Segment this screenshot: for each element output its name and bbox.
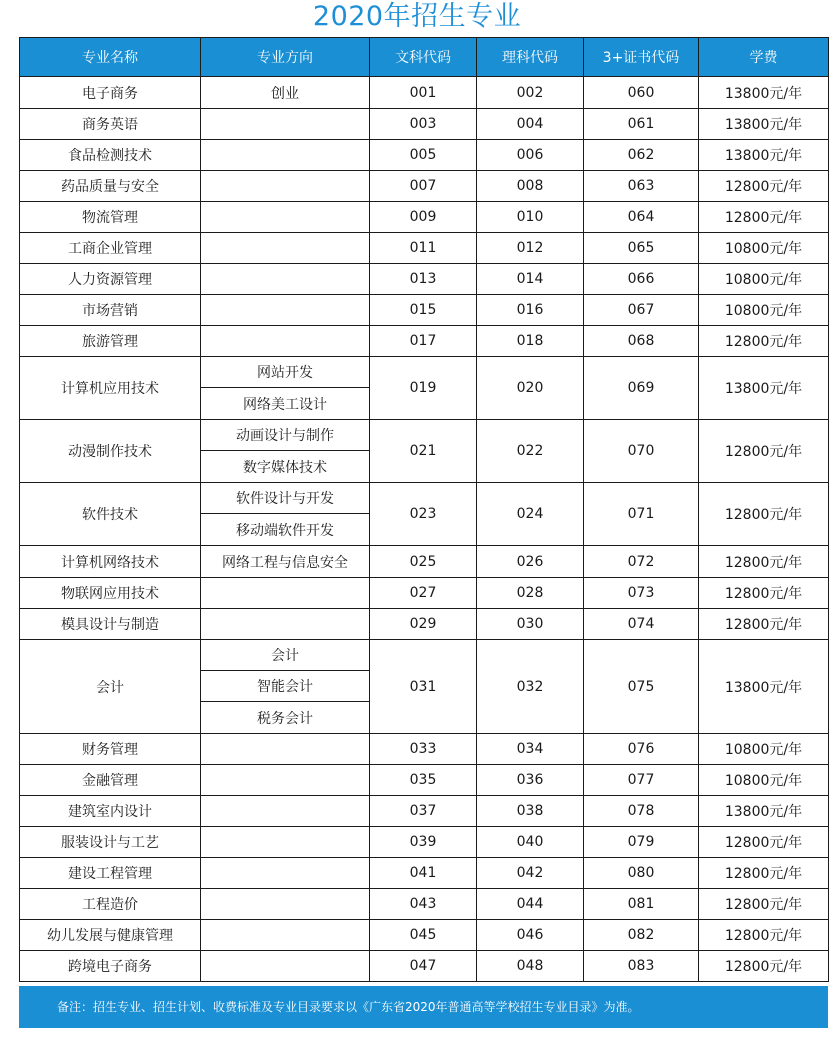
cert-code: 065: [584, 233, 699, 264]
science-code: 026: [477, 546, 584, 578]
header-major-name: 专业名称: [20, 38, 201, 77]
science-code: 034: [477, 734, 584, 765]
major-name: 金融管理: [20, 765, 201, 796]
direction-item: 网络工程与信息安全: [222, 554, 348, 571]
table-row: [20, 827, 829, 858]
table-row: [20, 109, 829, 140]
major-name: 物流管理: [20, 202, 201, 233]
arts-code: 045: [370, 920, 477, 951]
major-name: 工商企业管理: [20, 233, 201, 264]
tuition: 13800元/年: [699, 357, 829, 420]
direction-cell: [201, 734, 370, 765]
major-name: 工程造价: [20, 889, 201, 920]
table-row: [20, 233, 829, 264]
table-row: [20, 951, 829, 982]
arts-code: 047: [370, 951, 477, 982]
major-name: 模具设计与制造: [20, 609, 201, 640]
cert-code: 060: [584, 77, 699, 109]
arts-code: 005: [370, 140, 477, 171]
direction-cell: [201, 326, 370, 357]
direction-item: 动画设计与制作: [201, 420, 369, 451]
arts-code: 025: [370, 546, 477, 578]
table-row: [20, 420, 829, 483]
major-name: 计算机网络技术: [20, 546, 201, 578]
cert-code: 062: [584, 140, 699, 171]
header-tuition: 学费: [699, 38, 829, 77]
tuition: 12800元/年: [699, 858, 829, 889]
science-code: 016: [477, 295, 584, 326]
science-code: 020: [477, 357, 584, 420]
major-name: 药品质量与安全: [20, 171, 201, 202]
tuition: 12800元/年: [699, 326, 829, 357]
tuition: 12800元/年: [699, 889, 829, 920]
science-code: 018: [477, 326, 584, 357]
tuition: 12800元/年: [699, 483, 829, 546]
cert-code: 067: [584, 295, 699, 326]
direction-cell: [201, 483, 370, 546]
tuition: 12800元/年: [699, 827, 829, 858]
direction-cell: [201, 951, 370, 982]
header-arts-code: 文科代码: [370, 38, 477, 77]
table-row: [20, 796, 829, 827]
tuition: 12800元/年: [699, 171, 829, 202]
cert-code: 066: [584, 264, 699, 295]
major-name: 市场营销: [20, 295, 201, 326]
table-row: [20, 609, 829, 640]
cert-code: 078: [584, 796, 699, 827]
major-name: 跨境电子商务: [20, 951, 201, 982]
science-code: 030: [477, 609, 584, 640]
table-row: [20, 765, 829, 796]
arts-code: 035: [370, 765, 477, 796]
cert-code: 076: [584, 734, 699, 765]
table-row: [20, 889, 829, 920]
table-row: [20, 640, 829, 734]
arts-code: 011: [370, 233, 477, 264]
cert-code: 063: [584, 171, 699, 202]
science-code: 042: [477, 858, 584, 889]
tuition: 13800元/年: [699, 77, 829, 109]
header-science-code: 理科代码: [477, 38, 584, 77]
science-code: 022: [477, 420, 584, 483]
major-name: 建设工程管理: [20, 858, 201, 889]
arts-code: 007: [370, 171, 477, 202]
direction-cell: [201, 140, 370, 171]
cert-code: 070: [584, 420, 699, 483]
arts-code: 037: [370, 796, 477, 827]
major-name: 动漫制作技术: [20, 420, 201, 483]
tuition: 13800元/年: [699, 109, 829, 140]
science-code: 032: [477, 640, 584, 734]
major-name: 财务管理: [20, 734, 201, 765]
direction-item: 网站开发: [201, 357, 369, 388]
science-code: 048: [477, 951, 584, 982]
cert-code: 068: [584, 326, 699, 357]
direction-cell: [201, 920, 370, 951]
table-row: [20, 578, 829, 609]
tuition: 10800元/年: [699, 233, 829, 264]
major-name: 旅游管理: [20, 326, 201, 357]
arts-code: 027: [370, 578, 477, 609]
direction-cell: [201, 889, 370, 920]
tuition: 10800元/年: [699, 734, 829, 765]
arts-code: 029: [370, 609, 477, 640]
tuition: 12800元/年: [699, 420, 829, 483]
arts-code: 001: [370, 77, 477, 109]
major-name: 软件技术: [20, 483, 201, 546]
major-name: 物联网应用技术: [20, 578, 201, 609]
table-row: [20, 858, 829, 889]
direction-cell: [201, 109, 370, 140]
table-row: [20, 920, 829, 951]
arts-code: 033: [370, 734, 477, 765]
science-code: 028: [477, 578, 584, 609]
arts-code: 043: [370, 889, 477, 920]
tuition: 10800元/年: [699, 765, 829, 796]
major-name: 幼儿发展与健康管理: [20, 920, 201, 951]
arts-code: 031: [370, 640, 477, 734]
header-direction: 专业方向: [201, 38, 370, 77]
cert-code: 075: [584, 640, 699, 734]
tuition: 13800元/年: [699, 140, 829, 171]
science-code: 012: [477, 233, 584, 264]
direction-item: 税务会计: [257, 710, 313, 727]
tuition: 10800元/年: [699, 295, 829, 326]
science-code: 044: [477, 889, 584, 920]
cert-code: 077: [584, 765, 699, 796]
arts-code: 019: [370, 357, 477, 420]
direction-item: 创业: [271, 85, 299, 102]
direction-item: 移动端软件开发: [236, 522, 334, 539]
science-code: 004: [477, 109, 584, 140]
table-row: [20, 77, 829, 109]
direction-cell: [201, 420, 370, 483]
table-header-row: [20, 38, 829, 77]
arts-code: 039: [370, 827, 477, 858]
direction-cell: [201, 357, 370, 420]
direction-cell: [201, 640, 370, 734]
tuition: 13800元/年: [699, 796, 829, 827]
cert-code: 061: [584, 109, 699, 140]
science-code: 002: [477, 77, 584, 109]
cert-code: 082: [584, 920, 699, 951]
table-row: [20, 483, 829, 546]
direction-cell: [201, 609, 370, 640]
direction-cell: [201, 171, 370, 202]
science-code: 014: [477, 264, 584, 295]
tuition: 10800元/年: [699, 264, 829, 295]
direction-item: 会计: [201, 640, 369, 671]
major-name: 人力资源管理: [20, 264, 201, 295]
direction-cell: [201, 264, 370, 295]
direction-item: 网络美工设计: [243, 396, 327, 413]
cert-code: 074: [584, 609, 699, 640]
cert-code: 081: [584, 889, 699, 920]
direction-cell: [201, 765, 370, 796]
arts-code: 021: [370, 420, 477, 483]
table-row: [20, 264, 829, 295]
major-name: 计算机应用技术: [20, 357, 201, 420]
direction-cell: [201, 77, 370, 109]
cert-code: 079: [584, 827, 699, 858]
science-code: 024: [477, 483, 584, 546]
arts-code: 003: [370, 109, 477, 140]
table-row: [20, 140, 829, 171]
tuition: 12800元/年: [699, 202, 829, 233]
science-code: 038: [477, 796, 584, 827]
major-name: 食品检测技术: [20, 140, 201, 171]
tuition: 12800元/年: [699, 578, 829, 609]
tuition: 13800元/年: [699, 640, 829, 734]
direction-cell: [201, 827, 370, 858]
science-code: 010: [477, 202, 584, 233]
page-title: 2020年招生专业: [312, 1, 522, 32]
arts-code: 015: [370, 295, 477, 326]
cert-code: 072: [584, 546, 699, 578]
science-code: 036: [477, 765, 584, 796]
direction-cell: [201, 578, 370, 609]
tuition: 12800元/年: [699, 546, 829, 578]
table-row: [20, 171, 829, 202]
arts-code: 009: [370, 202, 477, 233]
science-code: 008: [477, 171, 584, 202]
table-row: [20, 546, 829, 578]
major-name: 电子商务: [20, 77, 201, 109]
direction-cell: [201, 233, 370, 264]
direction-item: 智能会计: [201, 671, 369, 702]
table-row: [20, 202, 829, 233]
header-cert-code: 3+证书代码: [584, 38, 699, 77]
cert-code: 064: [584, 202, 699, 233]
cert-code: 073: [584, 578, 699, 609]
cert-code: 080: [584, 858, 699, 889]
direction-cell: [201, 796, 370, 827]
major-name: 会计: [20, 640, 201, 734]
science-code: 046: [477, 920, 584, 951]
cert-code: 071: [584, 483, 699, 546]
direction-cell: [201, 295, 370, 326]
science-code: 040: [477, 827, 584, 858]
table-row: [20, 295, 829, 326]
arts-code: 013: [370, 264, 477, 295]
majors-table: [19, 37, 829, 982]
tuition: 12800元/年: [699, 920, 829, 951]
table-row: [20, 734, 829, 765]
direction-cell: [201, 546, 370, 578]
science-code: 006: [477, 140, 584, 171]
tuition: 12800元/年: [699, 951, 829, 982]
arts-code: 017: [370, 326, 477, 357]
direction-item: 软件设计与开发: [201, 483, 369, 514]
major-name: 建筑室内设计: [20, 796, 201, 827]
table-row: [20, 357, 829, 420]
direction-cell: [201, 202, 370, 233]
major-name: 商务英语: [20, 109, 201, 140]
table-row: [20, 326, 829, 357]
tuition: 12800元/年: [699, 609, 829, 640]
arts-code: 041: [370, 858, 477, 889]
direction-item: 数字媒体技术: [243, 459, 327, 476]
footnote: 备注：招生专业、招生计划、收费标准及专业目录要求以《广东省2020年普通高等学校招生专业目录》为准。: [19, 986, 828, 1028]
arts-code: 023: [370, 483, 477, 546]
direction-cell: [201, 858, 370, 889]
cert-code: 083: [584, 951, 699, 982]
cert-code: 069: [584, 357, 699, 420]
major-name: 服装设计与工艺: [20, 827, 201, 858]
